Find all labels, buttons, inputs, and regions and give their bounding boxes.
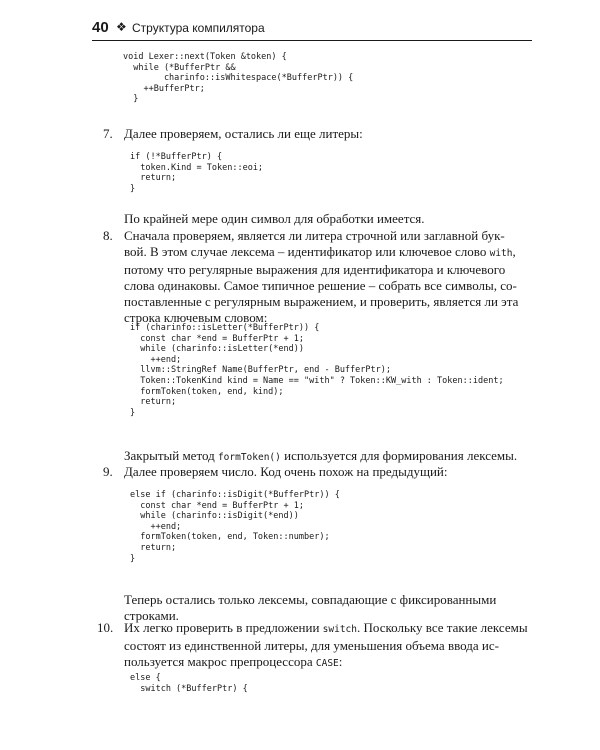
item-8-line: потому что регулярные выражения для идентификатора и ключевого (124, 262, 506, 277)
item-number-8: 8. (103, 228, 113, 243)
item-10-line (124, 654, 534, 672)
item-9-line: Далее проверяем число. Код очень похож на предыдущий: (124, 464, 448, 479)
item-8-text (124, 228, 534, 326)
code-block-identifier: if (charinfo::isLetter(*BufferPtr)) { const char *end = BufferPtr + 1; while (charinfo::isLetter(*end)) ++end; llvm::StringRef Name(BufferPtr, end - BufferPtr); Token::TokenKind kind = Name == "with" ? Token::KW_with : Token::ident; formToken(token, end, kind); return; } (130, 323, 504, 418)
item-7-text (124, 126, 534, 142)
item-7-line: Далее проверяем, остались ли еще литеры: (124, 126, 363, 141)
inline-code: switch (322, 624, 357, 635)
code-block-next: void Lexer::next(Token &token) { while (*BufferPtr && charinfo::isWhitespace(*BufferPtr)) { ++BufferPtr; } (123, 52, 354, 105)
text-run: Их легко проверить в предложении (124, 620, 323, 635)
text-run: , (512, 244, 516, 259)
item-8-line: поставленные с регулярным выражением, и проверить, является ли эта (124, 294, 519, 309)
item-8-line: слова одинаковы. Самое типичное решение – собрать все символы, со- (124, 278, 517, 293)
text-run: Закрытый метод (124, 448, 218, 463)
item-number-9: 9. (103, 464, 113, 479)
text-run: используется для формирования лексемы. (280, 448, 518, 463)
page-number: 40 (92, 19, 109, 36)
item-10-text (124, 620, 534, 672)
item-10-line: состоят из единственной литеры, для уменьшения объема ввода ис- (124, 638, 499, 653)
paragraph-line: Теперь остались только лексемы, совпадающие с фиксированными (124, 592, 497, 607)
running-header (92, 18, 532, 41)
inline-code: formToken() (217, 452, 281, 463)
item-8-line: строка ключевым словом: (124, 310, 268, 325)
item-number-7: 7. (103, 126, 113, 141)
text-run: : (338, 654, 343, 669)
code-block-number: else if (charinfo::isDigit(*BufferPtr)) { const char *end = BufferPtr + 1; while (charinfo::isDigit(*end)) ++end; formToken(token, end, Token::number); return; } (130, 490, 340, 564)
text-run: пользуется макрос препроцессора (124, 654, 316, 669)
item-10-line (124, 620, 534, 638)
item-8-line: Сначала проверяем, является ли литера строчной или заглавной бук- (124, 228, 505, 243)
text-run: . Поскольку все такие лексемы (357, 620, 528, 635)
chapter-title: Структура компилятора (132, 21, 265, 35)
inline-code: CASE (315, 658, 339, 669)
header-ornament-icon: ❖ (116, 20, 127, 34)
code-block-eoi: if (!*BufferPtr) { token.Kind = Token::eoi; return; } (130, 152, 264, 194)
paragraph-line: строками. (124, 608, 179, 623)
item-8-line (124, 244, 534, 262)
paragraph-line: По крайней мере один символ для обработки имеется. (124, 211, 425, 226)
paragraph-one-symbol (124, 211, 534, 227)
inline-code: with (489, 248, 513, 259)
code-block-switch: else { switch (*BufferPtr) { (130, 673, 248, 694)
item-number-10: 10. (97, 620, 114, 635)
text-run: вой. В этом случае лексема – идентификатор или ключевое слово (124, 244, 490, 259)
item-9-text (124, 464, 534, 480)
